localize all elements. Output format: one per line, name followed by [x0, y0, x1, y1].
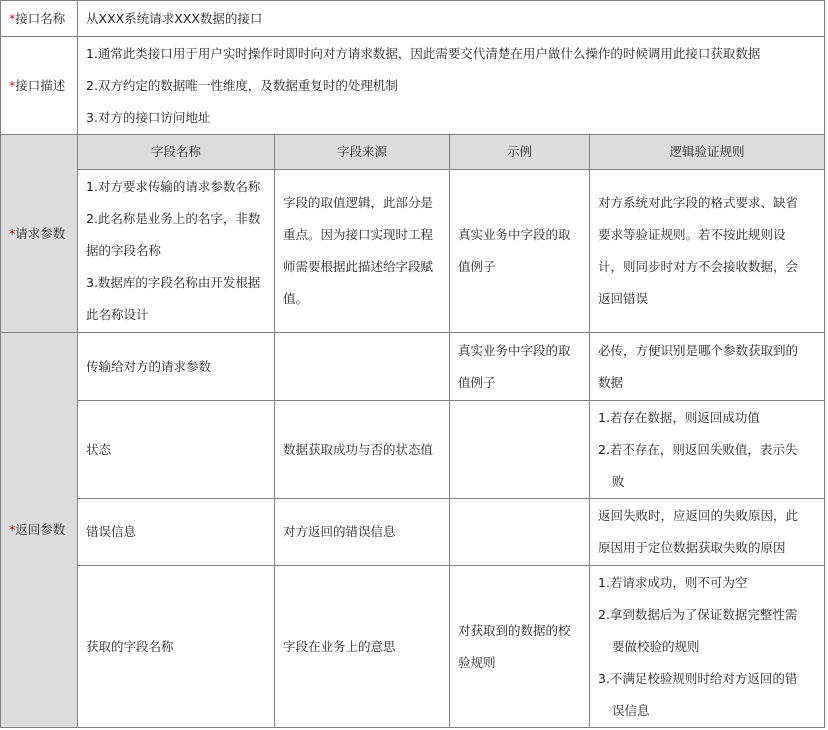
return-field-name: 传输给对方的请求参数	[78, 333, 275, 401]
header-field-name: 字段名称	[78, 135, 275, 170]
header-field-source: 字段来源	[275, 135, 450, 170]
request-field-name: 1.对方要求传输的请求参数名称 2.此名称是业务上的名字，非数 据的字段名称 3.数据库的字段名称由开发根据 此名称设计	[78, 170, 275, 333]
desc-line: 3.对方的接口访问地址	[86, 109, 211, 125]
return-field-name: 获取的字段名称	[78, 566, 275, 728]
interface-desc-row	[1, 37, 825, 135]
interface-name-label: *接口名称	[1, 1, 78, 37]
required-mark: *	[9, 522, 16, 537]
return-validation-rule: 1.若存在数据，则返回成功值 2.若不存在，则返回失败值，表示失 败	[590, 401, 825, 499]
return-field-name: 错误信息	[78, 499, 275, 566]
return-row	[1, 333, 825, 401]
return-validation-rule: 必传，方便识别是哪个参数获取到的 数据	[590, 333, 825, 401]
required-mark: *	[9, 77, 16, 93]
interface-desc-value	[78, 37, 825, 135]
interface-desc-label: *接口描述	[1, 37, 78, 135]
header-validation-rule: 逻辑验证规则	[590, 135, 825, 170]
return-example	[450, 499, 590, 566]
request-params-row	[1, 170, 825, 333]
return-row	[1, 499, 825, 566]
required-mark: *	[9, 225, 16, 241]
return-example: 对获取到的数据的校 验规则	[450, 566, 590, 728]
required-mark: *	[9, 10, 16, 26]
return-validation-rule: 1.若请求成功，则不可为空 2.拿到数据后为了保证数据完整性需 要做校验的规则 3.不满足校验规则时给对方返回的错 误信息	[590, 566, 825, 728]
return-example: 真实业务中字段的取 值例子	[450, 333, 590, 401]
interface-name-row	[1, 1, 825, 37]
return-field-source: 对方返回的错误信息	[275, 499, 450, 566]
request-validation-rule: 对方系统对此字段的格式要求、缺省 要求等验证规则。若不按此规则设 计，则同步时对方不会接收数据，会 返回错误	[590, 170, 825, 333]
desc-line: 1.通常此类接口用于用户实时操作时即时向对方请求数据，因此需要交代清楚在用户做什么操作的时候调用此接口获取数据	[86, 45, 761, 61]
request-params-label: *请求参数	[1, 135, 78, 333]
column-header-row	[1, 135, 825, 170]
return-field-source: 字段在业务上的意思	[275, 566, 450, 728]
desc-line: 2.双方约定的数据唯一性维度，及数据重复时的处理机制	[86, 77, 398, 93]
interface-name-value: 从XXX系统请求XXX数据的接口	[78, 1, 825, 37]
header-example: 示例	[450, 135, 590, 170]
request-field-source: 字段的取值逻辑，此部分是 重点。因为接口实现时工程 师需要根据此描述给字段赋 值。	[275, 170, 450, 333]
request-example: 真实业务中字段的取 值例子	[450, 170, 590, 333]
return-params-label: *返回参数	[1, 333, 78, 728]
return-field-source	[275, 333, 450, 401]
return-field-source: 数据获取成功与否的状态值	[275, 401, 450, 499]
return-row	[1, 401, 825, 499]
return-row	[1, 566, 825, 728]
return-validation-rule: 返回失败时，应返回的失败原因，此 原因用于定位数据获取失败的原因	[590, 499, 825, 566]
return-field-name: 状态	[78, 401, 275, 499]
return-example	[450, 401, 590, 499]
